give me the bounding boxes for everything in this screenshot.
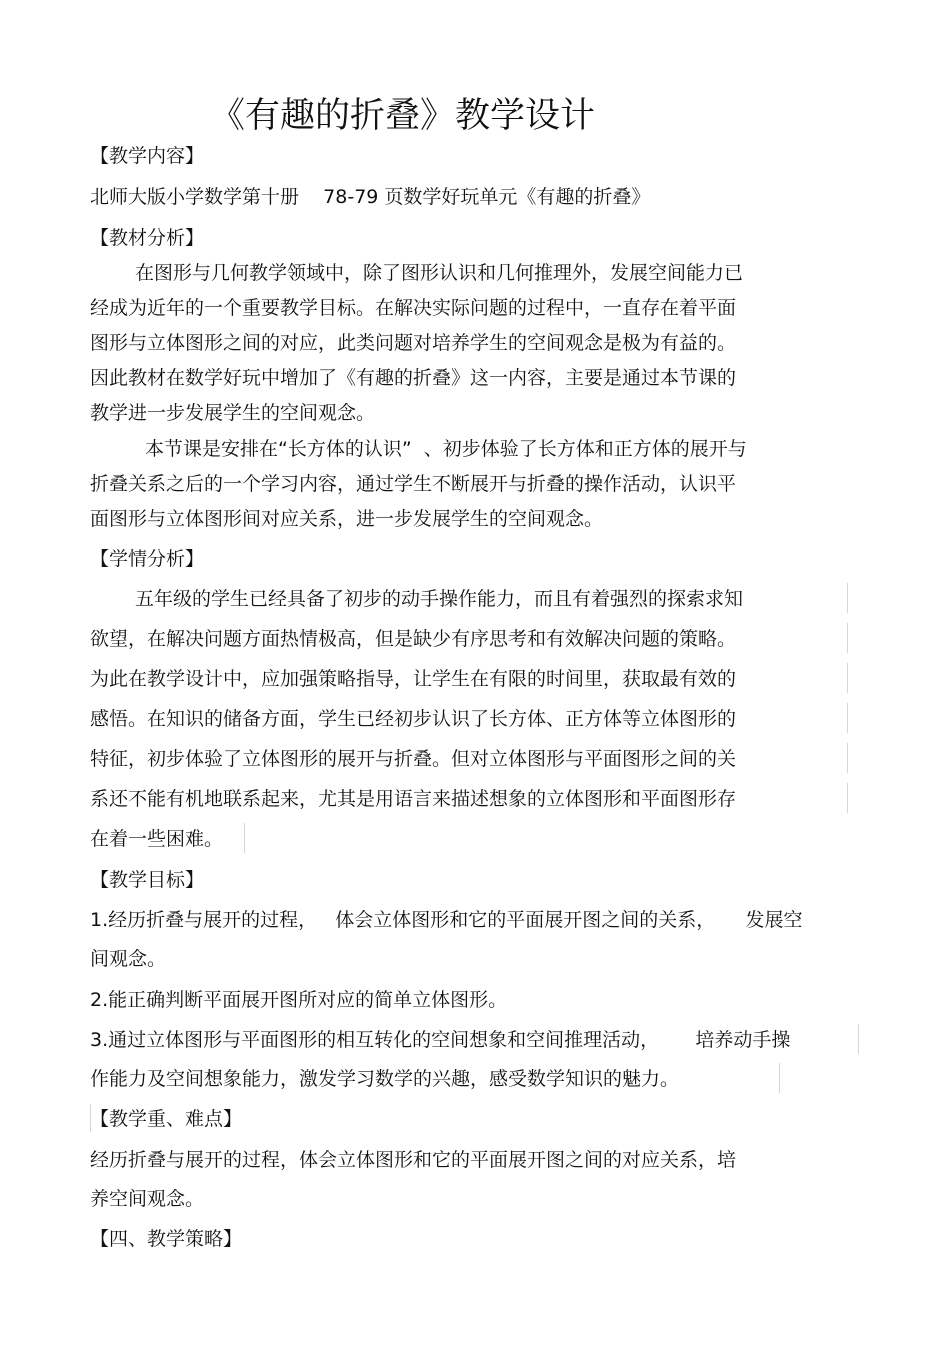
- paragraph-line: 本节课是安排在“长方体的认识” 、初步体验了长方体和正方体的展开与: [145, 438, 747, 460]
- table-border: [847, 623, 848, 653]
- goal-line: 作能力及空间想象能力，激发学习数学的兴趣，感受数学知识的魅力。: [90, 1068, 680, 1090]
- goal-line: 3.通过立体图形与平面图形的相互转化的空间想象和空间推理活动， 培养动手操: [90, 1029, 791, 1051]
- paragraph-line: 面图形与立体图形间对应关系，进一步发展学生的空间观念。: [90, 508, 604, 530]
- table-border: [847, 583, 848, 613]
- paragraph-line: 图形与立体图形之间的对应，此类问题对培养学生的空间观念是极为有益的。: [90, 332, 737, 354]
- paragraph-line: 在着一些困难。: [90, 828, 224, 850]
- section-heading-key-points: 【教学重、难点】: [90, 1108, 243, 1130]
- goal-line: 间观念。: [90, 948, 167, 970]
- paragraph-line: 养空间观念。: [90, 1188, 205, 1210]
- table-border: [847, 663, 848, 693]
- table-border: [858, 1024, 859, 1054]
- table-border: [847, 703, 848, 733]
- paragraph-line: 系还不能有机地联系起来，尤其是用语言来描述想象的立体图形和平面图形存: [90, 788, 737, 810]
- table-border: [847, 743, 848, 773]
- paragraph-line: 欲望，在解决问题方面热情极高，但是缺少有序思考和有效解决问题的策略。: [90, 628, 737, 650]
- paragraph-line: 在图形与几何教学领域中，除了图形认识和几何推理外，发展空间能力已: [135, 262, 744, 284]
- section-heading-learner: 【学情分析】: [90, 548, 205, 570]
- section-heading-goals: 【教学目标】: [90, 869, 205, 891]
- paragraph-line: 经历折叠与展开的过程，体会立体图形和它的平面展开图之间的对应关系，培: [90, 1149, 737, 1171]
- paragraph-line: 折叠关系之后的一个学习内容，通过学生不断展开与折叠的操作活动，认识平: [90, 473, 737, 495]
- paragraph-line: 感悟。在知识的储备方面，学生已经初步认识了长方体、正方体等立体图形的: [90, 708, 737, 730]
- document-title: 《有趣的折叠》教学设计: [210, 96, 596, 136]
- paragraph-line: 五年级的学生已经具备了初步的动手操作能力，而且有着强烈的探索求知: [135, 588, 744, 610]
- content-text: 北师大版小学数学第十册 78-79 页数学好玩单元《有趣的折叠》: [90, 186, 651, 208]
- goal-line: 1.经历折叠与展开的过程， 体会立体图形和它的平面展开图之间的关系， 发展空: [90, 909, 803, 931]
- paragraph-line: 因此教材在数学好玩中增加了《有趣的折叠》这一内容，主要是通过本节课的: [90, 367, 737, 389]
- section-heading-strategy: 【四、教学策略】: [90, 1228, 243, 1250]
- paragraph-line: 经成为近年的一个重要教学目标。在解决实际问题的过程中，一直存在着平面: [90, 297, 737, 319]
- paragraph-line: 特征，初步体验了立体图形的展开与折叠。但对立体图形与平面图形之间的关: [90, 748, 737, 770]
- section-heading-content: 【教学内容】: [90, 145, 205, 167]
- table-border: [847, 783, 848, 813]
- section-heading-analysis: 【教材分析】: [90, 227, 205, 249]
- table-border: [244, 823, 245, 853]
- paragraph-line: 为此在教学设计中，应加强策略指导，让学生在有限的时间里，获取最有效的: [90, 668, 737, 690]
- paragraph-line: 教学进一步发展学生的空间观念。: [90, 402, 376, 424]
- goal-line: 2.能正确判断平面展开图所对应的简单立体图形。: [90, 989, 508, 1011]
- table-border: [779, 1063, 780, 1093]
